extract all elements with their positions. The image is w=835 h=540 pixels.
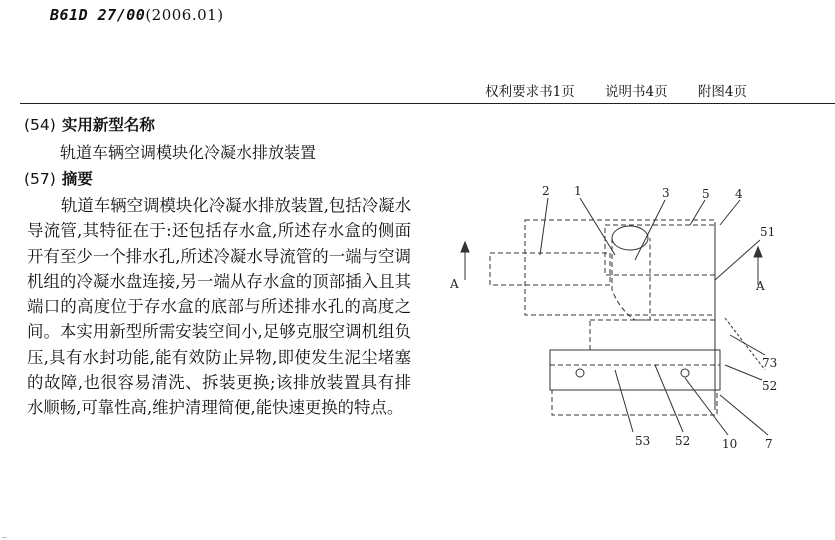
corner-mark: _	[2, 527, 7, 538]
label-53: 53	[635, 434, 651, 448]
upper-block	[605, 225, 715, 275]
inner-box	[590, 320, 715, 350]
classification-year: (2006.01)	[145, 6, 224, 24]
utility-model-title: 轨道车辆空调模块化冷凝水排放装置	[60, 143, 317, 162]
label-10: 10	[722, 437, 738, 451]
section-54-label: 实用新型名称	[61, 116, 155, 134]
label-7: 7	[765, 437, 773, 451]
label-A-left: A	[450, 277, 459, 291]
page-counts	[467, 80, 747, 100]
claims-pages: 权利要求书1页	[485, 84, 575, 100]
bottom-plate	[552, 390, 717, 415]
section-57-heading	[24, 167, 93, 189]
cylinder-top	[612, 226, 648, 250]
label-73: 73	[762, 356, 778, 370]
label-5: 5	[702, 187, 710, 201]
label-51: 51	[760, 225, 776, 239]
housing-outline	[525, 220, 715, 315]
description-pages: 说明书4页	[605, 84, 668, 100]
label-1: 1	[574, 184, 582, 198]
left-pipe	[490, 253, 610, 285]
section-57-label: 摘要	[61, 170, 93, 188]
abstract-text: 轨道车辆空调模块化冷凝水排放装置,包括冷凝水导流管,其特征在于:还包括存水盒,所述存水盒的侧面开有至少一个排水孔,所述冷凝水导流管的一端与空调机组的冷凝水盘连接,另一端从存水盒的顶部插入且其端口的高度位于存水盒的底部与所述排水孔的高度之间。本实用新型所需安装空间小,足够克服空调机组负压,具有水封功能,能有效防止异物,即使发生泥尘堵塞的故障,也很容易清洗、拆装更换;该排放装置具有排水顺畅,可靠性高,维护清理简便,能快速更换的特点。	[27, 196, 411, 418]
lower-tray	[550, 350, 720, 390]
section-54-heading	[24, 113, 155, 135]
drain-hole-right	[681, 369, 689, 377]
label-A-right: A	[756, 279, 765, 293]
label-52-right: 52	[762, 379, 778, 393]
section-57-number: (57)	[24, 170, 56, 188]
classification-code: B61D 27/00	[50, 6, 146, 24]
label-2: 2	[542, 184, 550, 198]
header-rule	[20, 103, 835, 104]
label-4: 4	[735, 187, 743, 201]
patent-drawing	[440, 170, 800, 470]
section-54-number: (54)	[24, 116, 56, 134]
drawing-pages: 附图4页	[697, 84, 747, 100]
label-52-bottom: 52	[675, 434, 691, 448]
classification	[50, 6, 224, 24]
label-3: 3	[662, 186, 670, 200]
drain-hole-left	[576, 369, 584, 377]
